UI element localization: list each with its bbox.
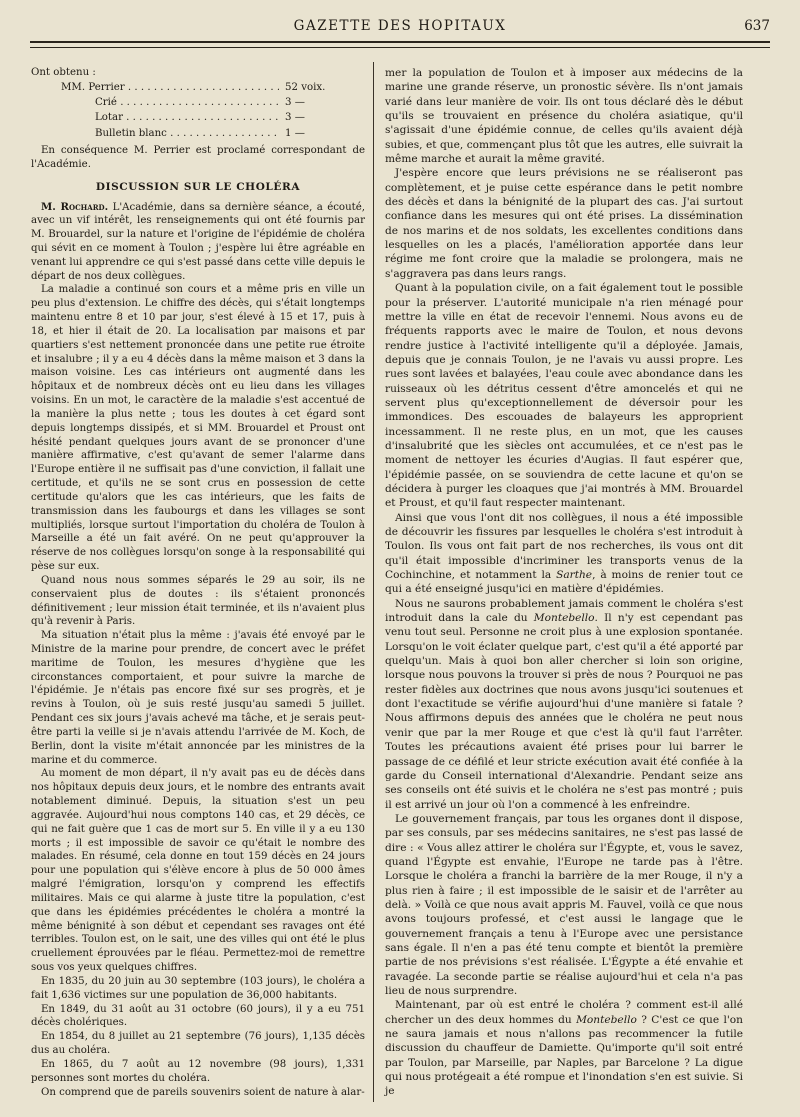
left-column xyxy=(31,66,365,1099)
paragraph: Ma situation n'était plus la même : j'avais été envoyé par le Ministre de la marine pour prendre, de concert avec le préfet maritime de Toulon, les mesures d'hygiène que les circonstances comportaient, et pour suivre la marche de l'épidémie. Je n'étais pas encore fixé sur ses progrès, et je revins à Toulon, où je suis resté jusqu'au samedi 5 juillet. Pendant ces six jours j'avais achevé ma tâche, et je serais peut-être parti la veille si je n'avais attendu l'arrivée de M. Koch, de Berlin, dont la visite m'était annoncée par les ministres de la marine et du commerce. xyxy=(31,630,365,766)
paragraph xyxy=(31,201,365,284)
vote-count: 3 — xyxy=(279,96,341,111)
paragraph xyxy=(385,998,743,1098)
paragraph-text: Ainsi que vous l'ont dit nos collègues, il nous a été impossible de découvrir les fissures par lesquelles le choléra s'est introduit à Toulon. Ils vous ont fait part de nos recherches, ils vous ont dit qu'il était impossible d'incriminer les transports venus de la Cochinchine, et notamment la xyxy=(385,511,743,582)
paragraph: Au moment de mon départ, il n'y avait pas eu de décès dans nos hôpitaux depuis deux jours, et le nombre des entrants avait notablement diminué. Depuis, la situation s'est un peu aggravée. Aujourd'hui nous comptons 140 cas, et 29 décès, ce qui ne fait guère que 1 cas de mort sur 5. En ville il y a eu 130 morts ; il est impossible de savoir ce qu'était le nombre des malades. En résumé, cela donne en tout 159 décès en 24 jours pour une population qui s'élève encore à plus de 50 000 âmes malgré l'émigration, lorsqu'on y comprend les effectifs militaires. Mais ce qui alarme à juste titre la population, c'est que dans les épidémies précédentes le choléra a montré la même bénignité à son début et cependant ses ravages ont été terribles. Toulon est, on le sait, une des villes qui ont été le plus cruellement éprouvées par le fléau. Permettez-moi de remettre sous vos yeux quelques chiffres. xyxy=(31,768,365,974)
vote-count: 3 — xyxy=(279,111,341,126)
journal-title: GAZETTE DES HOPITAUX xyxy=(293,18,507,34)
paragraph xyxy=(385,597,743,812)
vote-conclusion: En conséquence M. Perrier est proclamé correspondant de l'Académie. xyxy=(31,145,365,170)
section-title: DISCUSSION SUR LE CHOLÉRA xyxy=(95,180,301,193)
vote-intro: Ont obtenu : xyxy=(31,67,96,78)
speaker-name: M. Rochard. xyxy=(41,200,109,213)
paragraph: Quant à la population civile, on a fait également tout le possible pour la préserver. L'autorité municipale n'a rien ménagé pour mettre la ville en état de recevoir l'ennemi. Nous avons eu de fréquents rapports avec le maire de Toulon, et nous devons rendre justice à l'activité intelligente qu'il a déployée. Jamais, depuis que je connais Toulon, je ne l'avais vu aussi propre. Les rues sont lavées et balayées, l'eau coule avec abondance dans les ruisseaux où les détritus cessent d'être amoncelés et qui ne servent plus qu'exceptionnellement de déversoir pour les immondices. Des escouades de balayeurs les approprient incessamment. Il ne reste plus, en un mot, que les causes d'insalubrité que les siècles ont accumulées, et ce n'est pas le moment de nettoyer les écuries d'Augias. Il faut espérer que, l'épidémie passée, on se souviendra de cette lacune et qu'on se décidera à purger les cloaques que j'ai montrés à MM. Brouardel et Proust, et qu'il faut respecter maintenant. xyxy=(385,282,743,510)
paragraph-text: Nous ne saurons probablement jamais comment le choléra s'est introduit dans la cale du xyxy=(385,597,743,625)
header-rule-thick xyxy=(30,41,770,43)
paragraph: Quand nous nous sommes séparés le 29 au soir, ils ne conservaient plus de doutes : ils s'étaient prononcés définitivement ; leur mission était terminée, et ils n'avaient plus qu'à revenir à Paris. xyxy=(31,574,365,628)
paragraph-text: L'Académie, dans sa dernière séance, a écouté, avec un vif intérêt, les renseignements qui ont été fournis par M. Brouardel, sur la nature et l'origine de l'épidémie de choléra qui sévit en ce moment à Toulon ; j'espère lui être agréable en venant lui apprendre ce qui s'est passé dans cette ville depuis le départ de nos deux collègues. xyxy=(31,201,365,282)
vote-row xyxy=(61,96,341,111)
page-header xyxy=(30,18,770,38)
vote-results xyxy=(61,81,341,142)
vote-count: 52 voix. xyxy=(279,81,341,96)
paragraph: Le gouvernement français, par tous les organes dont il dispose, par ses consuls, par ses médecins sanitaires, ne s'est pas lassé de dire : « Vous allez attirer le choléra sur l'Égypte, et, vous le savez, quand l'Égypte est envahie, l'Europe ne tarde pas à l'être. Lorsque le choléra a franchi la barrière de la mer Rouge, il n'y a plus rien à faire ; il est impossible de le saisir et de l'arrêter au delà. » Voilà ce que nous avait appris M. Fauvel, voilà ce que nous avons toujours professé, et c'est aussi le langage que le gouvernement français a tenu à l'Europe avec une persistance sans égale. Il n'en a pas été tenu compte et bientôt la première partie de nos prévisions s'est réalisée. L'Égypte a été envahie et ravagée. La seconde partie se réalise aujourd'hui et cela n'a pas lieu de nous surprendre. xyxy=(385,812,743,997)
paragraph: La maladie a continué son cours et a même pris en ville un peu plus d'extension. Le chiffre des décès, qui s'était longtemps maintenu entre 8 et 10 par jour, s'est élevé à 15 et 17, puis à 18, et hier il était de 20. La localisation par maisons et par quartiers s'est nettement prononcée dans une petite rue étroite et insalubre ; il y a eu 4 décès dans la même maison et 3 dans la maison voisine. Les cas intérieurs ont augmenté dans les hôpitaux et de nombreux décès ont eu lieu dans les villages voisins. En un mot, le caractère de la maladie s'est accentué de la manière la plus nette ; tous les doutes à cet égard sont depuis longtemps dissipés, et si MM. Brouardel et Proust ont hésité pendant quelques jours avant de se prononcer d'une manière affirmative, c'est qu'avant de semer l'alarme dans l'Europe entière il ne suffisait pas d'une conviction, il fallait une certitude, et qu'ils ne se sont crus en possession de cette certitude qu'alors que les cas intérieurs, que les faits de transmission dans les faubourgs et dans les villages se sont multipliés, lorsque surtout l'importation du choléra de Toulon à Marseille a été un fait avéré. On ne peut qu'approuver la réserve de nos collègues lorsqu'on songe à la responsabilité qui pèse sur eux. xyxy=(31,284,365,573)
vote-name: Lotar . . . xyxy=(95,111,279,126)
ship-name: Montebello xyxy=(533,612,595,625)
paragraph: En 1849, du 31 août au 31 octobre (60 jours), il y a eu 751 décès cholériques. xyxy=(31,1003,365,1029)
vote-name: Bulletin blanc . . . xyxy=(95,127,279,142)
paragraph: En 1865, du 7 août au 12 novembre (98 jours), 1,331 personnes sont mortes du choléra. xyxy=(31,1058,365,1084)
paragraph-text: . Il n'y est cependant pas venu tout seul. Personne ne croit plus à une explosion spontanée. Lorsqu'on le voit éclater quelque part, c'est qu'il a été apporté par quelqu'un. Mais à quoi bon aller chercher si loin son origine, lorsque nous pouvons la trouver si près de nous ? Pourquoi ne pas rester fidèles aux doctrines que nous avons jusqu'ici soutenues et dont l'exactitude se vérifie aujourd'hui d'une manière si fatale ? Nous affirmons depuis des années que le choléra ne peut nous venir que par la mer Rouge et que c'est là qu'il faut l'arrêter. Toutes les précautions avaient été prises pour lui barrer le passage de ce défilé et leur stricte exécution avait été confiée à la garde du Conseil international d'Alexandrie. Pendant seize ans ses conseils ont été suivis et le choléra ne s'est pas montré ; puis il est arrivé un jour où l'on a commencé à les enfreindre. xyxy=(385,612,743,811)
paragraph: J'espère encore que leurs prévisions ne se réaliseront pas complètement, et je puise cette espérance dans le petit nombre des décès et dans la bénignité de la plupart des cas. J'ai surtout confiance dans les mesures qui ont été prises. La dissémination de nos marins et de nos soldats, les excellentes conditions dans lesquelles on les a placés, l'amélioration apportée dans leur régime me font croire que la maladie se prolongera, mais ne s'aggravera pas dans leurs rangs. xyxy=(385,167,743,280)
paragraph: En 1854, du 8 juillet au 21 septembre (76 jours), 1,135 décès dus au choléra. xyxy=(31,1031,365,1057)
column-divider xyxy=(373,62,374,1102)
vote-row xyxy=(61,81,341,96)
paragraph: On comprend que de pareils souvenirs soient de nature à alar- xyxy=(41,1086,365,1098)
ship-name: Montebello xyxy=(576,1013,637,1026)
paragraph xyxy=(385,511,743,597)
vote-name: Crié . . . xyxy=(95,96,279,111)
vote-name: MM. Perrier . . . xyxy=(61,81,279,96)
vote-row xyxy=(61,127,341,142)
ship-name: Sarthe xyxy=(556,569,593,582)
vote-row xyxy=(61,111,341,126)
page-number: 637 xyxy=(744,18,770,34)
paragraph-text: Maintenant, par où est entré le choléra ? comment est-il allé chercher un des deux hommes du xyxy=(385,999,743,1026)
paragraph-text: ? C'est ce que l'on ne saura jamais et nous n'allons pas recommencer la futile discussion du chauffeur de Damiette. Qu'importe qu'il soit entré par Toulon, par Marseille, par Naples, par Barcelone ? La digue qui nous protégeait a été rompue et l'inondation s'en est suivie. Si je xyxy=(385,1013,743,1098)
header-rule-thin xyxy=(30,47,770,48)
vote-count: 1 — xyxy=(279,127,341,142)
paragraph: En 1835, du 20 juin au 30 septembre (103 jours), le choléra a fait 1,636 victimes sur une population de 36,000 habitants. xyxy=(31,975,365,1001)
paragraph: mer la population de Toulon et à imposer aux médecins de la marine une grande réserve, un pronostic sévère. Ils n'ont jamais varié dans leur manière de voir. Ils ont tous déclaré dès le début qu'ils se trouvaient en présence du choléra asiatique, qu'il s'agissait d'une épidémie connue, de celles qu'ils avaient déjà subies, et que, commençant plus tôt que les autres, elle suivrait la même marche et aurait la même gravité. xyxy=(385,67,743,166)
right-column xyxy=(385,66,743,1099)
paragraph-text: , à moins de renier tout ce qui a été enseigné jusqu'ici en matière d'épidémies. xyxy=(385,569,743,596)
